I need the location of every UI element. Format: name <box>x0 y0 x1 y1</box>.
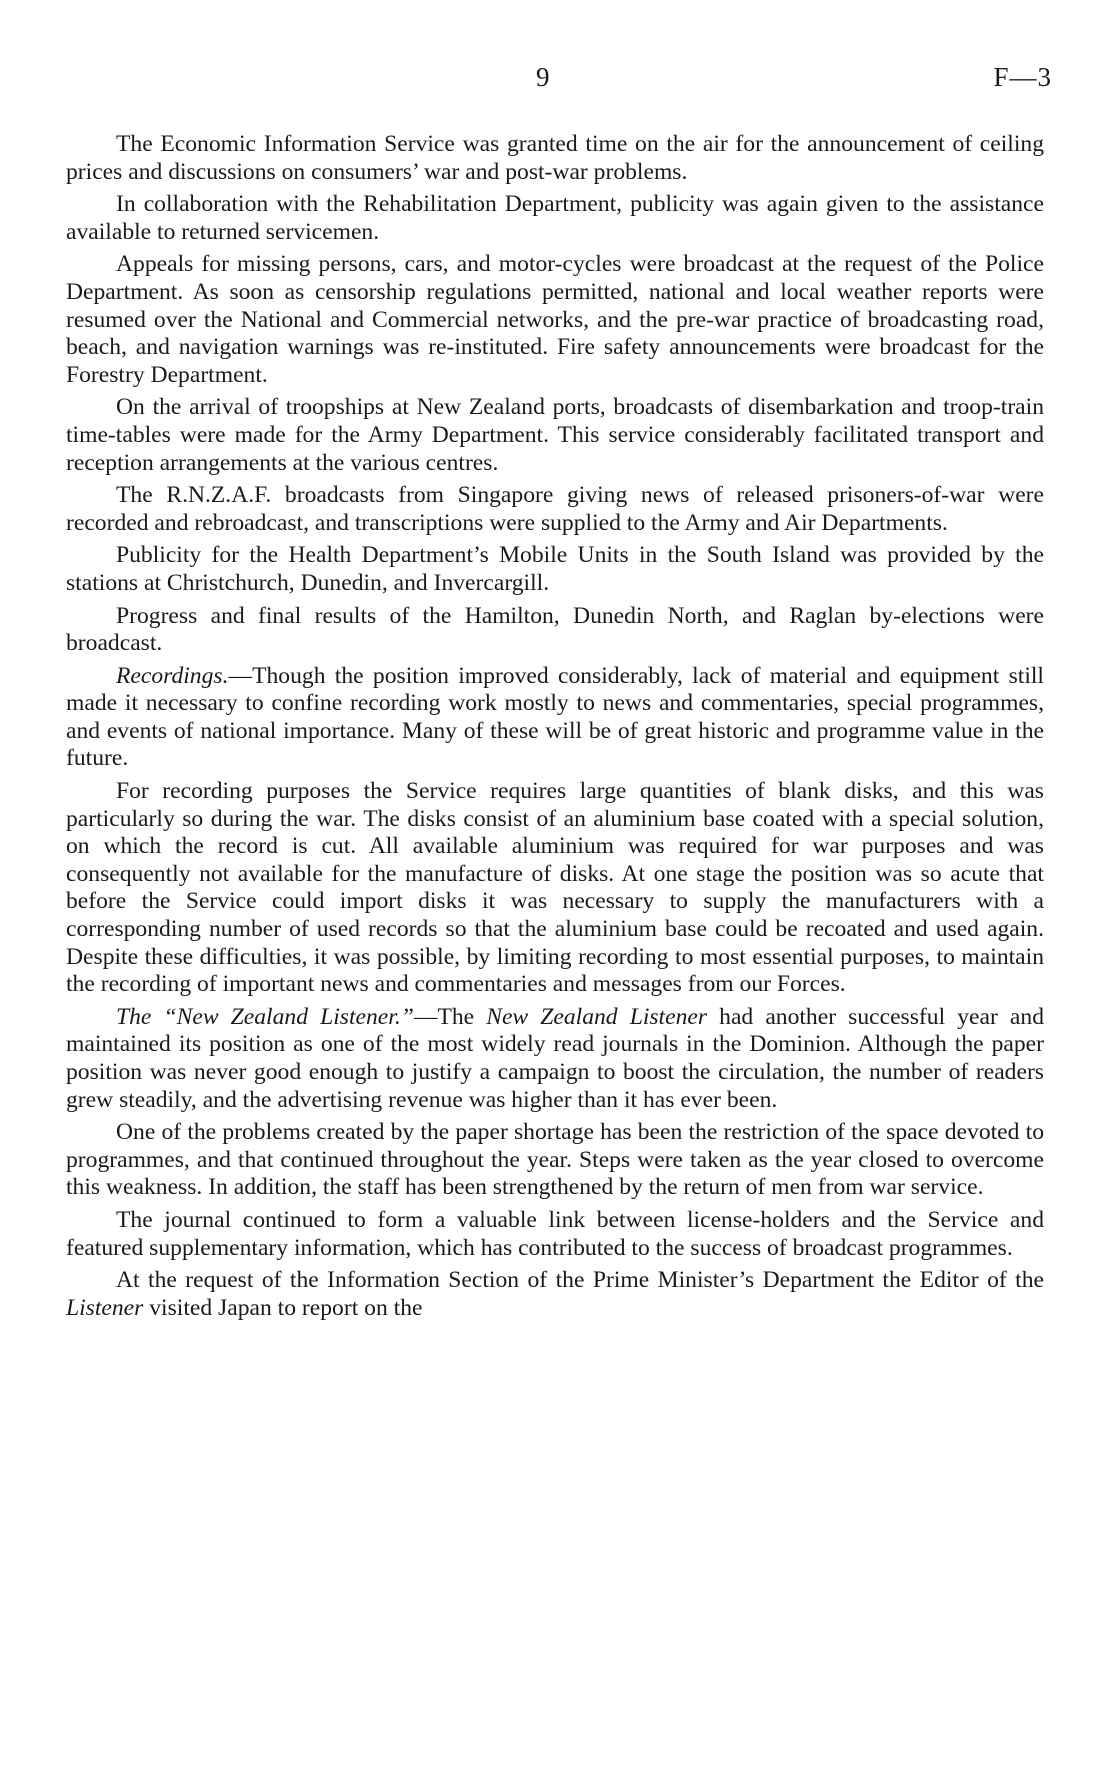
publication-title: New Zealand Listener <box>486 1003 708 1030</box>
paragraph-economic-information: The Economic Information Service was granted time on the air for the announcement of ceiling prices and discussions on consumers’ war and post-war problems. <box>66 131 1044 185</box>
paragraph-paper-shortage: One of the problems created by the paper shortage has been the restriction of the space devoted to programmes, and that continued throughout the year. Steps were taken as the year closed to overcome this weakness. In addition, the staff has been strengthened by the return of men from war service. <box>66 1119 1044 1201</box>
paragraph-by-elections: Progress and final results of the Hamilton, Dunedin North, and Raglan by-elections were broadcast. <box>66 602 1044 657</box>
paragraph-recordings: Recordings.—Though the position improved considerably, lack of material and equipment still made it necessary to confine recording work mostly to news and commentaries, special programmes, and events of national importance. Many of these will be of great historic and programme value in the future. <box>66 662 1044 772</box>
paragraph-blank-disks: For recording purposes the Service requires large quantities of blank disks, and this was particularly so during the war. The disks consist of an aluminium base coated with a special solution, on which the record is cut. All available aluminium was required for war purposes and was consequently not available for the manufacture of disks. At one stage the position was so acute that before the Service could import disks it was necessary to supply the manufacturers with a corresponding number of used records so that the aluminium base could be recoated and used again. Despite these difficulties, it was possible, by limiting recording to most essential purposes, to maintain the recording of important news and commentaries and messages from our Forces. <box>66 778 1044 998</box>
paragraph-valuable-link: The journal continued to form a valuable link between license-holders and the Service and featured supplementary information, which has contributed to the success of broadcast programmes. <box>66 1206 1044 1261</box>
paragraph-rehabilitation: In collaboration with the Rehabilitation Department, publicity was again given to the assistance available to returned servicemen. <box>66 191 1044 245</box>
paragraph-japan-visit: At the request of the Information Section of the Prime Minister’s Department the Editor of the Listener visited Japan to report on the <box>66 1267 1044 1321</box>
section-heading-listener: The “New Zealand Listener.” <box>116 1003 414 1030</box>
paragraph-listener: The “New Zealand Listener.”—The New Zealand Listener had another successful year and maintained its position as one of the most widely read journals in the Dominion. Although the paper position was never good enough to justify a campaign to boost the circulation, the number of readers grew steadily, and the advertising revenue was higher than it has ever been. <box>66 1003 1044 1113</box>
paragraph-appeals-weather: Appeals for missing persons, cars, and motor-cycles were broadcast at the request of the Police Department. As soon as censorship regulations permitted, national and local weather reports were resumed over the National and Commercial networks, and the pre-war practice of broadcasting road, beach, and navigation warnings was re-instituted. Fire safety announcements were broadcast for the Forestry Department. <box>66 251 1044 388</box>
publication-title: Listener <box>66 1294 144 1321</box>
document-reference: F—3 <box>993 62 1052 92</box>
document-body <box>66 131 1044 1327</box>
section-heading-recordings: Recordings. <box>116 662 229 689</box>
paragraph-troopships: On the arrival of troopships at New Zealand ports, broadcasts of disembarkation and troop-train time-tables were made for the Army Department. This service considerably facilitated transport and reception arrangements at the various centres. <box>66 394 1044 476</box>
paragraph-rnzaf: The R.N.Z.A.F. broadcasts from Singapore giving news of released prisoners-of-war were recorded and rebroadcast, and transcriptions were supplied to the Army and Air Departments. <box>66 482 1044 536</box>
page-number: 9 <box>536 62 550 92</box>
page-header <box>0 62 1114 96</box>
paragraph-health-publicity: Publicity for the Health Department’s Mobile Units in the South Island was provided by the stations at Christchurch, Dunedin, and Invercargill. <box>66 542 1044 596</box>
